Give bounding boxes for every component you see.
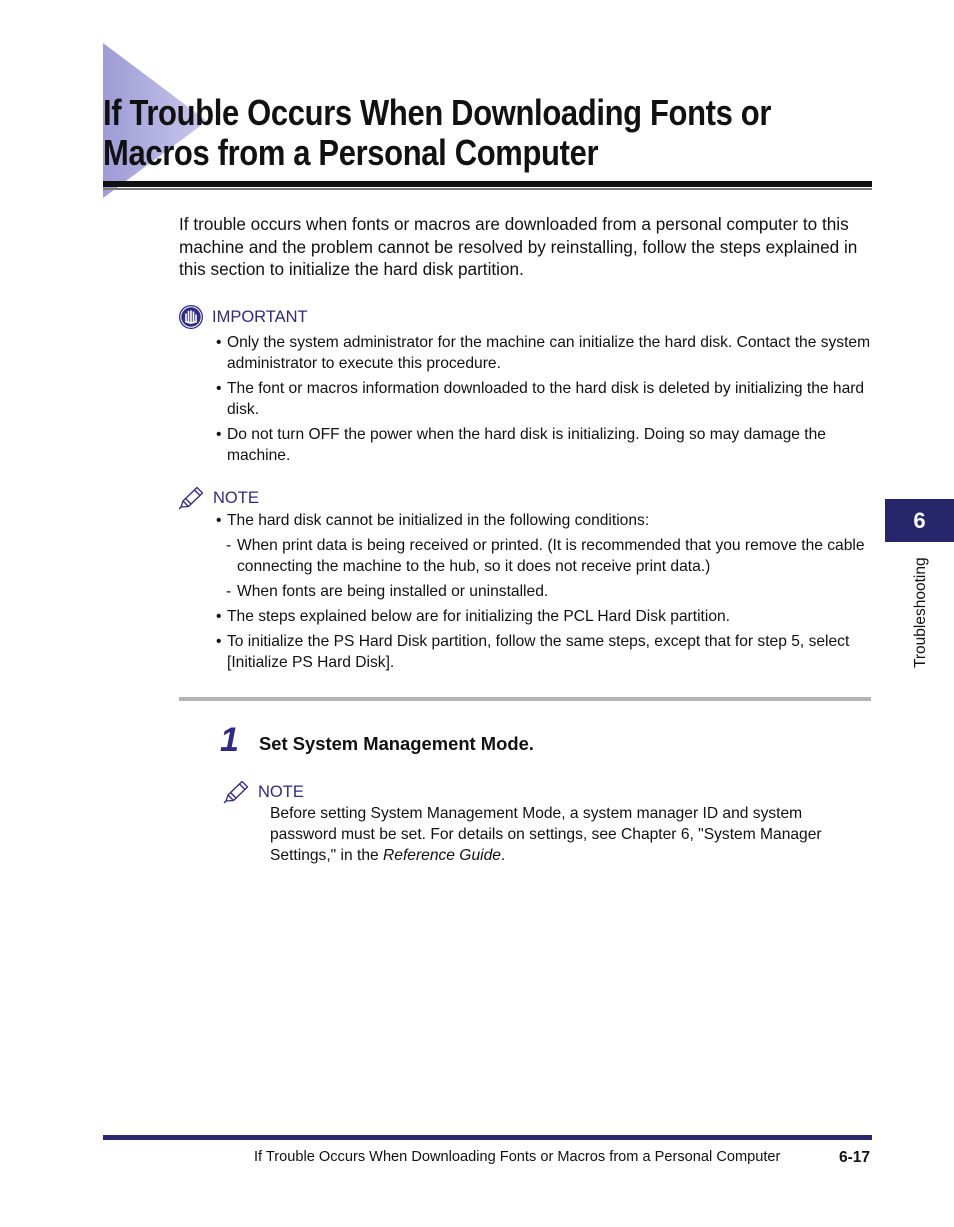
intro-paragraph: If trouble occurs when fonts or macros are downloaded from a personal computer to this machine and the problem cannot be resolved by reinstalling, follow the steps explained in this section to initialize the hard disk partition. [179,214,858,279]
title-rule-shadow [103,188,872,190]
important-callout-header [178,304,308,330]
hand-stop-icon [178,304,204,330]
footer-section-title: If Trouble Occurs When Downloading Fonts or Macros from a Personal Computer [254,1149,781,1165]
list-item: • Only the system administrator for the machine can initialize the hard disk. Contact the system administrator to execute this procedure. [216,332,872,374]
chapter-number: 6 [913,507,926,533]
note-callout-header [178,486,259,510]
note-list [216,510,872,673]
list-item: • The steps explained below are for initializing the PCL Hard Disk partition. [216,606,872,627]
step-title: Set System Management Mode. [259,733,534,754]
step-note-label: NOTE [258,782,304,801]
chapter-tab[interactable] [885,499,954,542]
list-item: • To initialize the PS Hard Disk partition, follow the same steps, except that for step 5, select [Initialize PS Hard Disk]. [216,631,872,673]
step-note-header [223,780,304,804]
chapter-side-label: Troubleshooting [912,557,929,668]
step-separator [179,697,871,701]
note-label: NOTE [213,488,259,507]
list-item: • Do not turn OFF the power when the hard disk is initializing. Doing so may damage the machine. [216,424,872,466]
page-number: 6-17 [839,1149,871,1166]
sub-list-item: - When fonts are being installed or uninstalled. [226,583,549,600]
page-title-line2: Macros from a Personal Computer [103,132,599,173]
list-item: • The hard disk cannot be initialized in the following conditions: [216,510,872,531]
pencil-icon [223,780,250,804]
pencil-icon [178,486,205,510]
sub-list-item-text: When fonts are being installed or uninstalled. [237,583,549,600]
reference-guide-title: Reference Guide [383,847,501,864]
step-note-text-end: . [500,847,506,864]
important-label: IMPORTANT [212,307,308,326]
step-note-text-main: Before setting System Management Mode, a system manager ID and system password must be set. For details on settings, see Chapter 6, "System Manager Settings," in the [270,805,822,864]
sub-list-item: - When print data is being received or printed. (It is recommended that you remove the cable connecting the machine to the hub, so it does not receive print data.) [226,537,865,575]
step-note-text [270,803,870,866]
page-title-line1: If Trouble Occurs When Downloading Fonts or [103,92,772,133]
step-number: 1 [220,721,239,759]
important-list [216,332,872,466]
list-item: • The font or macros information downloaded to the hard disk is deleted by initializing the hard disk. [216,378,872,420]
page-title [103,93,774,173]
title-rule [103,181,872,187]
sub-list-item-text: When print data is being received or printed. (It is recommended that you remove the cable connecting the machine to the hub, so it does not receive print data.) [237,537,865,575]
footer-rule [103,1135,872,1140]
